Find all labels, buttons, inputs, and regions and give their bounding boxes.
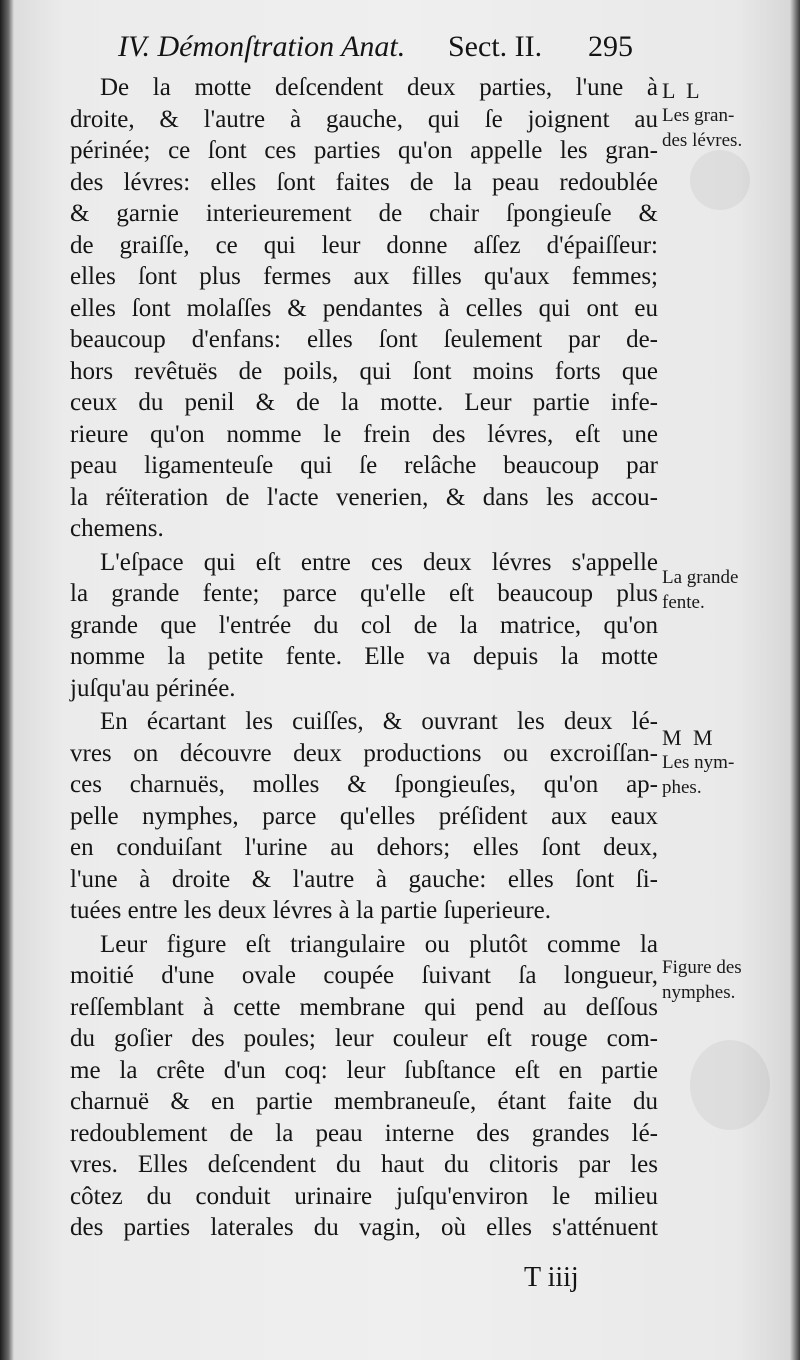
text-line: beaucoup d'enfans: elles ſont ſeulement par de- (70, 326, 658, 353)
text-line: juſqu'au périnée. (70, 674, 236, 702)
text-line: ceux du penil & de la motte. Leur partie infe- (70, 389, 658, 416)
paper-stain (690, 150, 750, 210)
text-line: des lévres: elles ſont faites de la peau redoublée (70, 168, 658, 196)
margin-note-figure-nymphes (662, 955, 794, 1005)
page-edge-shadow (790, 0, 800, 1360)
margin-note-line: La grande (662, 567, 739, 588)
margin-reference-mark: M M (662, 725, 716, 750)
margin-note-nymphes (662, 725, 794, 800)
text-line: ces charnuës, molles & ſpongieuſes, qu'on ap- (70, 771, 658, 798)
text-line: tuées entre les deux lévres à la partie ſuperieure. (70, 897, 552, 924)
margin-note-line: des lévres. (662, 130, 743, 151)
text-line: du goſier des poules; leur couleur eſt rouge com- (70, 1025, 658, 1052)
text-line: l'une à droite & l'autre à gauche: elles ſont ſi- (70, 865, 658, 893)
text-line: rieure qu'on nomme le frein des lévres, eſt une (70, 420, 658, 448)
text-line: elles ſont plus fermes aux filles qu'aux femmes; (70, 263, 658, 290)
text-line: vres. Elles deſcendent du haut du clitoris par les (70, 1151, 658, 1178)
text-line: charnuë & en partie membraneuſe, étant faite du (70, 1088, 658, 1115)
text-line: moitié d'une ovale coupée ſuivant ſa longueur, (70, 962, 658, 989)
text-line: pelle nymphes, parce qu'elles préſident aux eaux (70, 802, 658, 830)
text-line: me la crête d'un coq: leur ſubſtance eſt en partie (70, 1056, 658, 1084)
text-line: redoublement de la peau interne des grandes lé- (70, 1119, 658, 1147)
text-line: la réïteration de l'acte venerien, & dans les accou- (70, 483, 658, 511)
margin-note-line: Les gran- (662, 105, 735, 126)
text-line: la grande fente; parce qu'elle eſt beaucoup plus (70, 580, 658, 607)
text-line: des parties laterales du vagin, où elles s'atténuent (70, 1214, 658, 1241)
margin-note-grandes-levres (662, 78, 794, 153)
text-line: de graiſſe, ce qui leur donne aſſez d'épaiſſeur: (70, 231, 658, 259)
signature-mark: T iiij (524, 1262, 579, 1293)
text-line: en conduiſant l'urine au dehors; elles ſont deux, (70, 834, 658, 861)
page-binding-shadow (0, 0, 14, 1360)
text-line: chemens. (70, 515, 164, 542)
margin-reference-mark: L L (662, 78, 703, 103)
text-line: hors revêtuës de poils, qui ſont moins forts que (70, 357, 658, 385)
margin-note-line: Figure des (662, 957, 742, 978)
text-line: En écartant les cuiſſes, & ouvrant les deux lé- (100, 708, 658, 735)
text-line: périnée; ce ſont ces parties qu'on appelle les gran- (70, 137, 658, 164)
paper-stain (690, 1040, 770, 1130)
text-line: vres on découvre deux productions ou excroiſſan- (70, 739, 658, 767)
section-label: Sect. II. (448, 30, 543, 63)
text-line: & garnie interieurement de chair ſpongieuſe & (70, 200, 658, 227)
text-line: côtez du conduit urinaire juſqu'environ le milieu (70, 1182, 658, 1210)
text-line: droite, & l'autre à gauche, qui ſe joignent au (70, 105, 658, 133)
text-line: nomme la petite fente. Elle va depuis la motte (70, 643, 658, 670)
text-line: De la motte deſcendent deux parties, l'une à (100, 74, 658, 101)
margin-note-line: nymphes. (662, 982, 736, 1003)
margin-note-line: Les nym- (662, 752, 735, 773)
text-line: elles ſont molaſſes & pendantes à celles qui ont eu (70, 294, 658, 322)
margin-note-grande-fente (662, 565, 794, 615)
text-line: Leur figure eſt triangulaire ou plutôt comme la (100, 930, 658, 958)
running-title: IV. Démonſtration Anat. (118, 30, 406, 63)
body-text (70, 72, 658, 1244)
margin-note-line: fente. (662, 592, 705, 613)
text-line: peau ligamenteuſe qui ſe relâche beaucoup par (70, 452, 658, 479)
page-number: 295 (588, 30, 633, 63)
margin-note-line: phes. (662, 777, 702, 798)
text-line: grande que l'entrée du col de la matrice, qu'on (70, 611, 658, 639)
text-line: reſſemblant à cette membrane qui pend au deſſous (70, 993, 658, 1021)
text-line: L'eſpace qui eſt entre ces deux lévres s'appelle (100, 548, 658, 576)
running-header (118, 30, 678, 70)
